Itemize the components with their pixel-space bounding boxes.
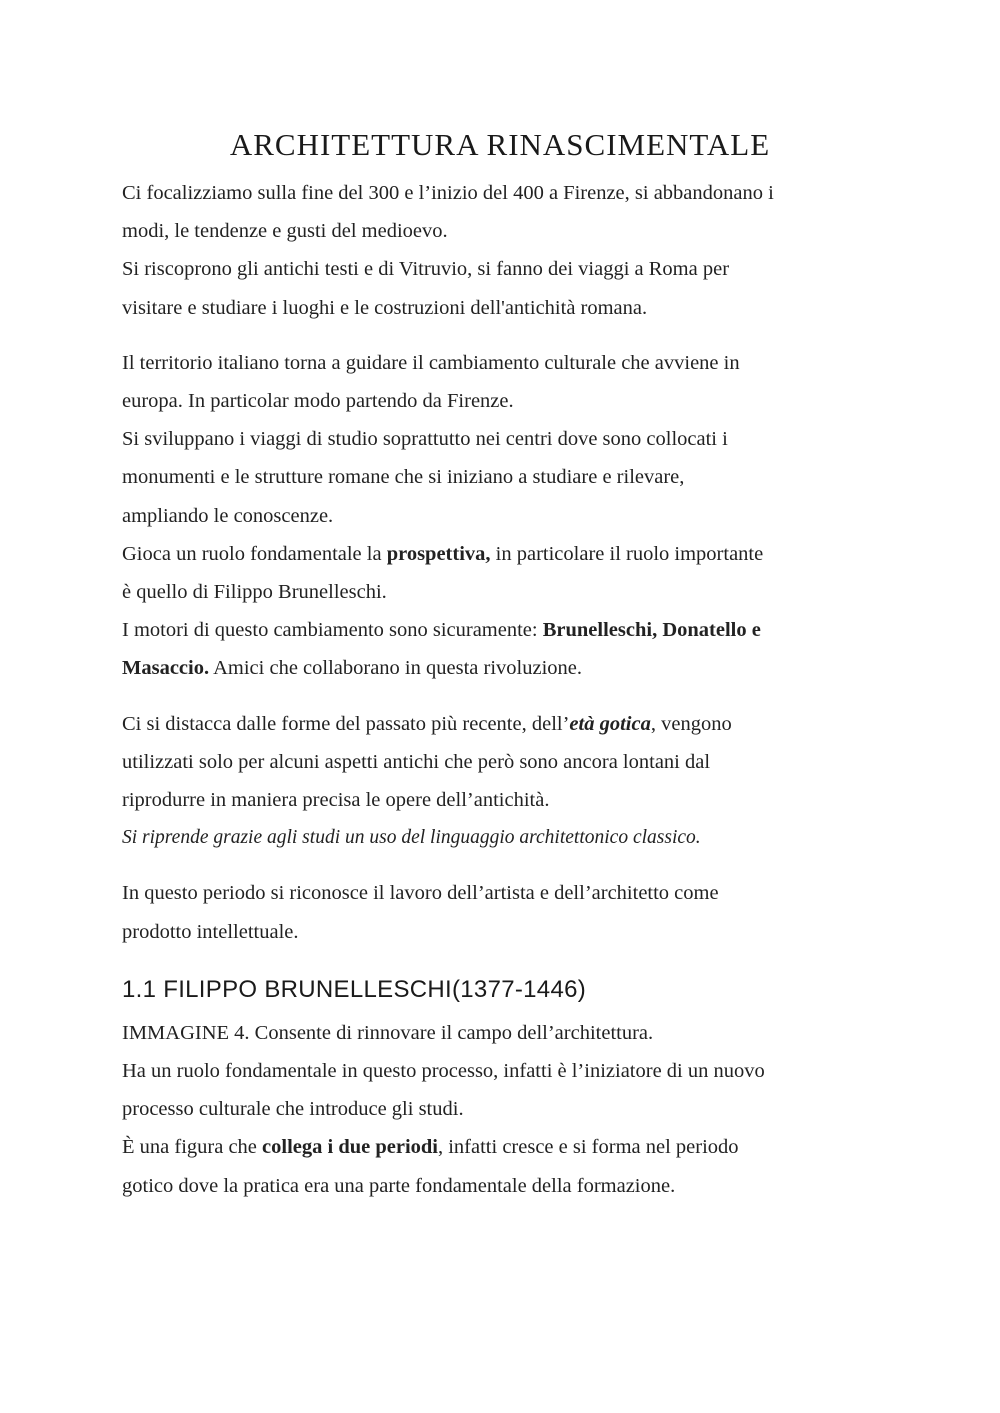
text-line: Si riscoprono gli antichi testi e di Vitruvio, si fanno dei viaggi a Roma per	[122, 258, 730, 281]
italic-line-classical-language: Si riprende grazie agli studi un uso del linguaggio architettonico classico.	[122, 827, 701, 849]
text-line: monumenti e le strutture romane che si iniziano a studiare e rilevare,	[122, 466, 685, 489]
text-fragment: Amici che collaborano in questa rivoluzione.	[209, 657, 582, 680]
text-line: Ha un ruolo fondamentale in questo processo, infatti è l’iniziatore di un nuovo	[122, 1060, 765, 1083]
text-line-motors	[122, 611, 878, 649]
text-line: è quello di Filippo Brunelleschi.	[122, 581, 387, 604]
text-fragment: È una figura che	[122, 1136, 263, 1159]
text-line-gothic	[122, 705, 878, 743]
text-line: Il territorio italiano torna a guidare il cambiamento culturale che avviene in	[122, 351, 740, 374]
document-title: ARCHITETTURA RINASCIMENTALE	[229, 127, 771, 162]
text-fragment: , infatti cresce e si forma nel periodo	[437, 1136, 739, 1159]
text-line: processo culturale che introduce gli studi.	[122, 1098, 464, 1121]
bold-masaccio: Masaccio.	[122, 657, 210, 680]
text-fragment: Gioca un ruolo fondamentale la	[122, 542, 387, 565]
text-fragment: Ci si distacca dalle forme del passato più recente, dell’	[122, 712, 570, 735]
paragraph-gothic	[122, 705, 878, 858]
text-fragment: in particolare il ruolo importante	[490, 542, 764, 565]
text-line: utilizzati solo per alcuni aspetti antichi che però sono ancora lontani dal	[122, 750, 711, 773]
text-line: gotico dove la pratica era una parte fondamentale della formazione.	[122, 1174, 676, 1197]
bold-term-prospettiva: prospettiva,	[386, 542, 491, 565]
paragraph-intellectual-product	[122, 874, 878, 950]
section-heading-brunelleschi: 1.1 FILIPPO BRUNELLESCHI(1377-1446)	[122, 975, 587, 1003]
text-fragment: I motori di questo cambiamento sono sicuramente:	[122, 619, 543, 642]
text-line: visitare e studiare i luoghi e le costruzioni dell'antichità romana.	[122, 296, 648, 319]
text-line: Ci focalizziamo sulla fine del 300 e l’inizio del 400 a Firenze, si abbandonano i	[122, 182, 774, 204]
document-page	[122, 122, 878, 1222]
text-line: europa. In particolar modo partendo da Firenze.	[122, 390, 514, 413]
text-line: In questo periodo si riconosce il lavoro dell’artista e dell’architetto come	[122, 882, 719, 905]
text-line: riprodurre in maniera precisa le opere dell’antichità.	[122, 789, 550, 812]
paragraph-italian-territory	[122, 344, 878, 688]
text-line: Si sviluppano i viaggi di studio soprattutto nei centri dove sono collocati i	[122, 428, 728, 451]
text-line: modi, le tendenze e gusti del medioevo.	[122, 220, 448, 243]
text-line: IMMAGINE 4. Consente di rinnovare il campo dell’architettura.	[122, 1021, 654, 1044]
bold-collega-i-due-periodi: collega i due periodi	[262, 1136, 438, 1159]
text-line: ampliando le conoscenze.	[122, 504, 334, 527]
paragraph-brunelleschi	[122, 1014, 878, 1205]
text-line-perspective	[122, 535, 878, 573]
paragraph-intro	[122, 174, 878, 327]
text-line-masaccio	[122, 649, 878, 687]
bold-italic-eta-gotica: età gotica	[569, 712, 651, 735]
text-line: prodotto intellettuale.	[122, 920, 299, 943]
text-fragment: , vengono	[650, 712, 732, 735]
text-line-two-periods	[122, 1128, 878, 1166]
bold-artists-names: Brunelleschi, Donatello e	[542, 619, 761, 642]
